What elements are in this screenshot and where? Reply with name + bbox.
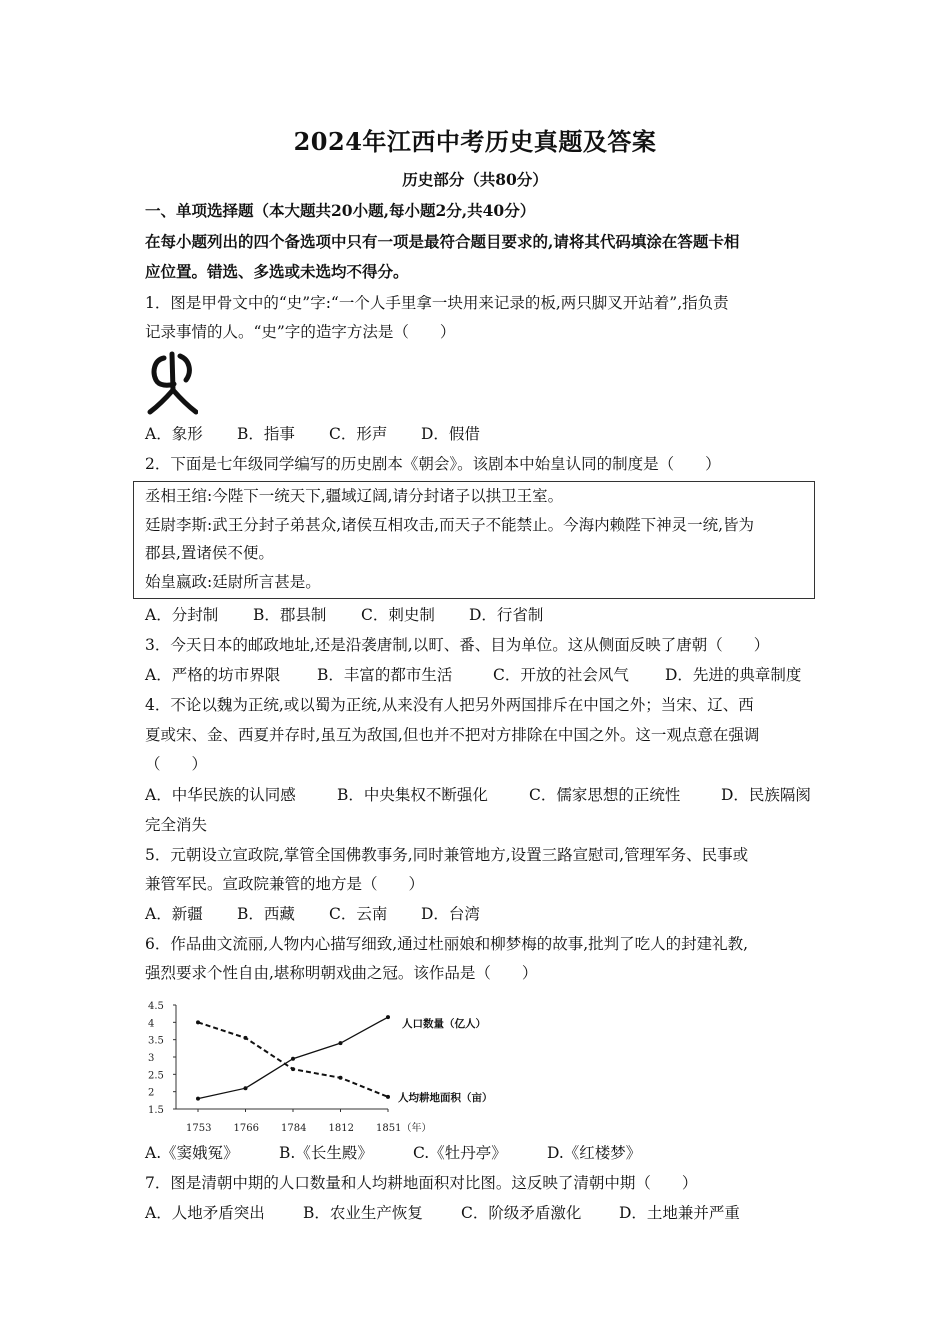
q7-option-b[interactable]: B．农业生产恢复 (303, 1204, 423, 1222)
chart-point (339, 1041, 343, 1045)
q6-options (145, 1138, 815, 1168)
q7-option-d[interactable]: D．土地兼并严重 (619, 1204, 740, 1222)
q6-option-b[interactable]: B.《长生殿》 (279, 1144, 373, 1162)
q1-stem-2: 记录事情的人。“史”字的造字方法是（ ） (145, 323, 456, 341)
chart-x-tick-label: 1784 (281, 1123, 307, 1134)
q7-stem: 7．图是清朝中期的人口数量和人均耕地面积对比图。这反映了清朝中期（ ） (145, 1174, 698, 1192)
q6-option-d[interactable]: D.《红楼梦》 (547, 1144, 642, 1162)
chart-point (386, 1095, 390, 1099)
q4-option-a[interactable]: A．中华民族的认同感 (145, 786, 296, 804)
q2-script-line-2: 廷尉李斯:武王分封子弟甚众,诸侯互相攻击,而天子不能禁止。今海内赖陛下神灵一统,皆为 (145, 516, 755, 534)
q1-stem-1: 1．图是甲骨文中的“史”字:“一个人手里拿一块用来记录的板,两只脚叉开站着”,指负责 (145, 294, 729, 312)
q7-options (145, 1198, 815, 1228)
q5-options (145, 899, 815, 929)
q1-options (145, 419, 815, 449)
q5-option-d[interactable]: D．台湾 (421, 905, 480, 923)
chart-point (244, 1036, 248, 1040)
q1-option-b[interactable]: B．指事 (237, 425, 295, 443)
q3-option-c[interactable]: C．开放的社会风气 (493, 666, 629, 684)
q2-script-line-1: 丞相王绾:今陛下一统天下,疆域辽阔,请分封诸子以拱卫王室。 (145, 487, 564, 505)
instruction-line-2: 应位置。错选、多选或未选均不得分。 (145, 262, 409, 281)
q3-options (145, 660, 815, 690)
q5-stem-2: 兼管军民。宣政院兼管的地方是（ ） (145, 875, 425, 893)
chart-legend-population: 人口数量（亿人） (402, 1018, 486, 1031)
q2-option-d[interactable]: D．行省制 (469, 606, 544, 624)
q7-option-c[interactable]: C．阶级矛盾激化 (461, 1204, 582, 1222)
q6-option-c[interactable]: C.《牡丹亭》 (413, 1144, 507, 1162)
chart-x-tick-label: 1812 (328, 1123, 354, 1134)
chart-x-tick-label: 1766 (233, 1123, 259, 1134)
q4-stem-3: （ ） (145, 755, 208, 773)
q3-option-a[interactable]: A．严格的坊市界限 (145, 666, 281, 684)
q4-option-d-continued: 完全消失 (145, 816, 208, 834)
chart-y-ticks (148, 1001, 176, 1116)
q6-option-a[interactable]: A.《窦娥冤》 (145, 1144, 239, 1162)
q2-option-c[interactable]: C．刺史制 (361, 606, 435, 624)
q3-option-d[interactable]: D．先进的典章制度 (665, 666, 802, 684)
chart-point (339, 1076, 343, 1080)
q1-option-a[interactable]: A．象形 (145, 425, 203, 443)
chart-x-tick-label: 1753 (186, 1123, 212, 1134)
page-subtitle: 历史部分（共80分） (402, 170, 548, 189)
q2-options (145, 600, 815, 630)
q7-option-a[interactable]: A．人地矛盾突出 (145, 1204, 265, 1222)
q4-stem-2: 夏或宋、金、西夏并存时,虽互为敌国,但也并不把对方排除在中国之外。这一观点意在强调 (145, 726, 760, 744)
chart-y-tick-label: 4 (148, 1018, 155, 1030)
q3-option-b[interactable]: B．丰富的都市生活 (317, 666, 453, 684)
q5-option-a[interactable]: A．新疆 (145, 905, 203, 923)
q2-stem: 2．下面是七年级同学编写的历史剧本《朝会》。该剧本中始皇认同的制度是（ ） (145, 455, 721, 473)
chart-y-tick-label: 1.5 (148, 1105, 164, 1116)
q6-stem-2: 强烈要求个性自由,堪称明朝戏曲之冠。该作品是（ ） (145, 964, 538, 982)
chart-y-tick-label: 2.5 (148, 1070, 164, 1082)
chart-axes (176, 1005, 388, 1109)
q5-option-c[interactable]: C．云南 (329, 905, 388, 923)
chart-series (196, 1015, 390, 1100)
population-farmland-chart (138, 997, 528, 1137)
chart-x-ticks (186, 1109, 431, 1134)
chart-point (386, 1015, 390, 1019)
q5-option-b[interactable]: B．西藏 (237, 905, 295, 923)
chart-legend (398, 1017, 493, 1104)
chart-x-tick-label: 1851（年） (376, 1123, 432, 1134)
q4-options (145, 780, 815, 810)
instruction-line-1: 在每小题列出的四个备选项中只有一项是最符合题目要求的,请将其代码填涂在答题卡相 (145, 232, 740, 251)
q2-option-b[interactable]: B．郡县制 (253, 606, 327, 624)
chart-y-tick-label: 2 (148, 1087, 155, 1099)
q2-script-line-4: 始皇嬴政:廷尉所言甚是。 (145, 573, 321, 591)
q4-option-d[interactable]: D．民族隔阂 (721, 786, 811, 804)
page-title: 2024年江西中考历史真题及答案 (293, 127, 657, 156)
q1-option-d[interactable]: D．假借 (421, 425, 480, 443)
oracle-bone-shi-character-image (146, 350, 198, 416)
q5-stem-1: 5．元朝设立宣政院,掌管全国佛教事务,同时兼管地方,设置三路宣慰司,管理军务、民事或 (145, 846, 749, 864)
chart-point (291, 1057, 295, 1061)
chart-point (196, 1097, 200, 1101)
q4-option-c[interactable]: C．儒家思想的正统性 (529, 786, 681, 804)
q4-option-b[interactable]: B．中央集权不断强化 (337, 786, 488, 804)
chart-y-tick-label: 3.5 (148, 1035, 164, 1047)
chart-point (196, 1020, 200, 1024)
q2-option-a[interactable]: A．分封制 (145, 606, 219, 624)
chart-point (291, 1067, 295, 1071)
chart-y-tick-label: 4.5 (148, 1001, 164, 1012)
chart-legend-farmland: 人均耕地面积（亩） (398, 1091, 493, 1104)
chart-point (244, 1086, 248, 1090)
q2-script-line-3: 郡县,置诸侯不便。 (145, 544, 274, 562)
q1-option-c[interactable]: C．形声 (329, 425, 388, 443)
q3-stem: 3．今天日本的邮政地址,还是沿袭唐制,以町、番、目为单位。这从侧面反映了唐朝（ ） (145, 636, 770, 654)
q4-stem-1: 4．不论以魏为正统,或以蜀为正统,从来没有人把另外两国排斥在中国之外；当宋、辽、西 (145, 696, 754, 714)
q6-stem-1: 6．作品曲文流丽,人物内心描写细致,通过杜丽娘和柳梦梅的故事,批判了吃人的封建礼教, (145, 935, 749, 953)
section-heading: 一、单项选择题（本大题共20小题,每小题2分,共40分） (145, 201, 536, 220)
chart-y-tick-label: 3 (148, 1053, 155, 1064)
